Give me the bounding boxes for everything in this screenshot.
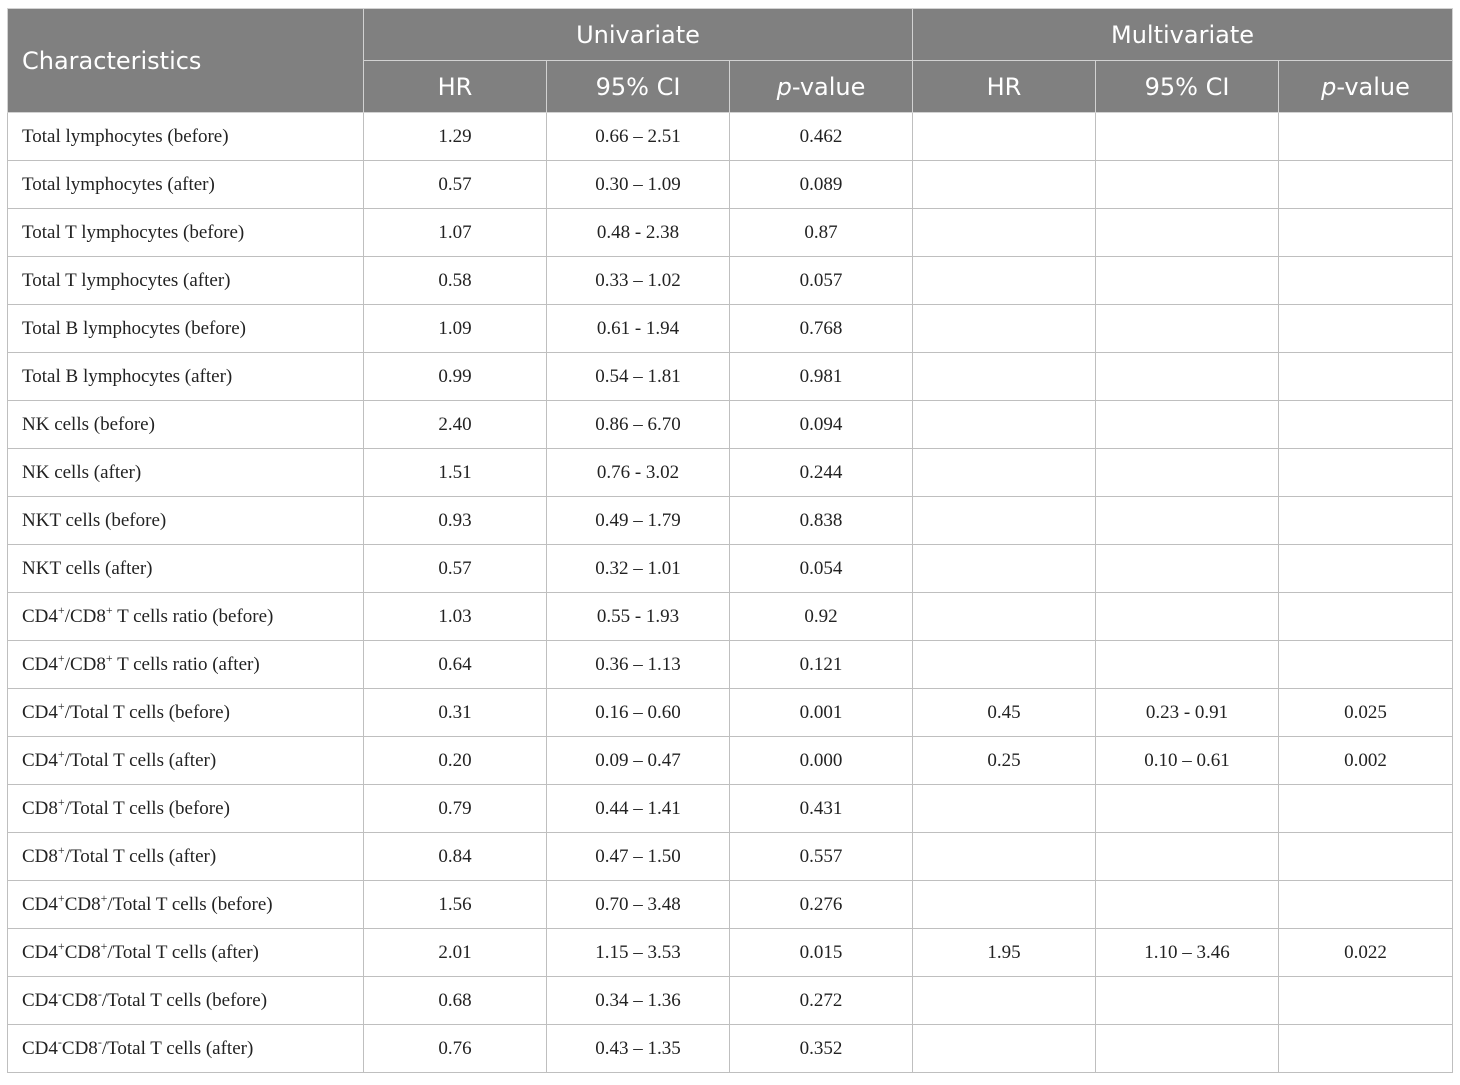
cell-univariate-ci: 0.54 – 1.81 bbox=[547, 353, 730, 401]
header-characteristics: Characteristics bbox=[8, 9, 364, 113]
table-row bbox=[8, 257, 1453, 305]
row-label: CD4+/CD8+ T cells ratio (before) bbox=[8, 593, 364, 641]
cell-multivariate-pvalue bbox=[1279, 113, 1453, 161]
header-multivariate: Multivariate bbox=[913, 9, 1453, 61]
cell-multivariate-ci bbox=[1096, 449, 1279, 497]
row-label: CD4+/CD8+ T cells ratio (after) bbox=[8, 641, 364, 689]
cell-multivariate-ci bbox=[1096, 305, 1279, 353]
cell-univariate-pvalue: 0.92 bbox=[730, 593, 913, 641]
cell-univariate-ci: 0.44 – 1.41 bbox=[547, 785, 730, 833]
cell-multivariate-pvalue bbox=[1279, 785, 1453, 833]
header-univariate: Univariate bbox=[364, 9, 913, 61]
table-row bbox=[8, 785, 1453, 833]
table-row bbox=[8, 449, 1453, 497]
row-label: Total lymphocytes (before) bbox=[8, 113, 364, 161]
cell-univariate-hr: 0.79 bbox=[364, 785, 547, 833]
row-label: NKT cells (before) bbox=[8, 497, 364, 545]
hazard-ratio-table bbox=[7, 8, 1453, 1073]
cell-univariate-hr: 0.58 bbox=[364, 257, 547, 305]
cell-univariate-pvalue: 0.352 bbox=[730, 1025, 913, 1073]
cell-multivariate-pvalue bbox=[1279, 833, 1453, 881]
cell-univariate-pvalue: 0.057 bbox=[730, 257, 913, 305]
cell-univariate-pvalue: 0.121 bbox=[730, 641, 913, 689]
row-label: CD4-CD8-/Total T cells (after) bbox=[8, 1025, 364, 1073]
cell-univariate-pvalue: 0.094 bbox=[730, 401, 913, 449]
cell-univariate-pvalue: 0.87 bbox=[730, 209, 913, 257]
cell-multivariate-hr bbox=[913, 305, 1096, 353]
table-row bbox=[8, 641, 1453, 689]
table-row bbox=[8, 1025, 1453, 1073]
row-label: NKT cells (after) bbox=[8, 545, 364, 593]
cell-multivariate-ci: 1.10 – 3.46 bbox=[1096, 929, 1279, 977]
row-label: CD4+CD8+/Total T cells (before) bbox=[8, 881, 364, 929]
table-row bbox=[8, 737, 1453, 785]
cell-univariate-hr: 0.64 bbox=[364, 641, 547, 689]
cell-multivariate-hr: 0.25 bbox=[913, 737, 1096, 785]
cell-univariate-ci: 0.32 – 1.01 bbox=[547, 545, 730, 593]
cell-multivariate-ci bbox=[1096, 833, 1279, 881]
header-univariate-pvalue: p-value bbox=[730, 61, 913, 113]
row-label: CD8+/Total T cells (after) bbox=[8, 833, 364, 881]
cell-univariate-ci: 0.49 – 1.79 bbox=[547, 497, 730, 545]
cell-univariate-pvalue: 0.244 bbox=[730, 449, 913, 497]
cell-multivariate-hr bbox=[913, 497, 1096, 545]
cell-multivariate-ci bbox=[1096, 113, 1279, 161]
cell-multivariate-pvalue bbox=[1279, 161, 1453, 209]
cell-multivariate-ci bbox=[1096, 209, 1279, 257]
cell-multivariate-ci bbox=[1096, 257, 1279, 305]
cell-multivariate-ci bbox=[1096, 641, 1279, 689]
cell-multivariate-pvalue bbox=[1279, 881, 1453, 929]
cell-multivariate-ci bbox=[1096, 161, 1279, 209]
cell-univariate-ci: 0.86 – 6.70 bbox=[547, 401, 730, 449]
cell-multivariate-pvalue bbox=[1279, 257, 1453, 305]
cell-multivariate-pvalue: 0.002 bbox=[1279, 737, 1453, 785]
cell-univariate-ci: 0.09 – 0.47 bbox=[547, 737, 730, 785]
cell-univariate-hr: 1.29 bbox=[364, 113, 547, 161]
header-multivariate-hr: HR bbox=[913, 61, 1096, 113]
table-row bbox=[8, 929, 1453, 977]
row-label: Total T lymphocytes (before) bbox=[8, 209, 364, 257]
cell-univariate-ci: 0.36 – 1.13 bbox=[547, 641, 730, 689]
cell-univariate-pvalue: 0.054 bbox=[730, 545, 913, 593]
table-row bbox=[8, 353, 1453, 401]
header-multivariate-ci: 95% CI bbox=[1096, 61, 1279, 113]
cell-multivariate-hr bbox=[913, 113, 1096, 161]
cell-univariate-hr: 1.51 bbox=[364, 449, 547, 497]
cell-multivariate-hr bbox=[913, 545, 1096, 593]
cell-univariate-ci: 0.55 - 1.93 bbox=[547, 593, 730, 641]
cell-multivariate-pvalue bbox=[1279, 305, 1453, 353]
row-label: NK cells (after) bbox=[8, 449, 364, 497]
row-label: CD4+/Total T cells (after) bbox=[8, 737, 364, 785]
cell-univariate-ci: 0.30 – 1.09 bbox=[547, 161, 730, 209]
cell-univariate-pvalue: 0.272 bbox=[730, 977, 913, 1025]
cell-univariate-ci: 0.48 - 2.38 bbox=[547, 209, 730, 257]
table-row bbox=[8, 209, 1453, 257]
cell-univariate-ci: 0.61 - 1.94 bbox=[547, 305, 730, 353]
cell-univariate-hr: 0.99 bbox=[364, 353, 547, 401]
row-label: CD4+/Total T cells (before) bbox=[8, 689, 364, 737]
cell-multivariate-ci: 0.10 – 0.61 bbox=[1096, 737, 1279, 785]
table-row bbox=[8, 545, 1453, 593]
cell-multivariate-pvalue bbox=[1279, 1025, 1453, 1073]
cell-multivariate-pvalue bbox=[1279, 353, 1453, 401]
cell-multivariate-pvalue bbox=[1279, 497, 1453, 545]
cell-multivariate-ci bbox=[1096, 353, 1279, 401]
cell-multivariate-hr bbox=[913, 881, 1096, 929]
cell-multivariate-pvalue bbox=[1279, 401, 1453, 449]
cell-univariate-hr: 0.31 bbox=[364, 689, 547, 737]
table-row bbox=[8, 977, 1453, 1025]
cell-multivariate-hr bbox=[913, 161, 1096, 209]
cell-univariate-hr: 0.20 bbox=[364, 737, 547, 785]
cell-multivariate-ci bbox=[1096, 497, 1279, 545]
table-row bbox=[8, 593, 1453, 641]
cell-univariate-hr: 0.76 bbox=[364, 1025, 547, 1073]
row-label: Total B lymphocytes (before) bbox=[8, 305, 364, 353]
cell-multivariate-hr bbox=[913, 641, 1096, 689]
cell-multivariate-pvalue: 0.025 bbox=[1279, 689, 1453, 737]
table-row bbox=[8, 401, 1453, 449]
cell-univariate-ci: 0.43 – 1.35 bbox=[547, 1025, 730, 1073]
cell-univariate-ci: 0.47 – 1.50 bbox=[547, 833, 730, 881]
cell-multivariate-pvalue bbox=[1279, 449, 1453, 497]
cell-multivariate-hr bbox=[913, 209, 1096, 257]
cell-multivariate-ci bbox=[1096, 785, 1279, 833]
cell-univariate-hr: 0.93 bbox=[364, 497, 547, 545]
row-label: Total T lymphocytes (after) bbox=[8, 257, 364, 305]
table-row bbox=[8, 305, 1453, 353]
cell-univariate-pvalue: 0.557 bbox=[730, 833, 913, 881]
cell-univariate-hr: 1.09 bbox=[364, 305, 547, 353]
cell-univariate-pvalue: 0.089 bbox=[730, 161, 913, 209]
cell-multivariate-ci: 0.23 - 0.91 bbox=[1096, 689, 1279, 737]
cell-multivariate-pvalue bbox=[1279, 545, 1453, 593]
cell-univariate-ci: 0.16 – 0.60 bbox=[547, 689, 730, 737]
cell-univariate-pvalue: 0.276 bbox=[730, 881, 913, 929]
table-body bbox=[8, 113, 1453, 1073]
cell-univariate-hr: 1.56 bbox=[364, 881, 547, 929]
row-label: CD4+CD8+/Total T cells (after) bbox=[8, 929, 364, 977]
row-label: Total B lymphocytes (after) bbox=[8, 353, 364, 401]
cell-multivariate-hr bbox=[913, 593, 1096, 641]
header-univariate-hr: HR bbox=[364, 61, 547, 113]
cell-multivariate-ci bbox=[1096, 881, 1279, 929]
cell-univariate-pvalue: 0.768 bbox=[730, 305, 913, 353]
row-label: CD8+/Total T cells (before) bbox=[8, 785, 364, 833]
cell-univariate-hr: 0.84 bbox=[364, 833, 547, 881]
table-row bbox=[8, 161, 1453, 209]
cell-multivariate-hr bbox=[913, 785, 1096, 833]
table-row bbox=[8, 113, 1453, 161]
cell-multivariate-pvalue bbox=[1279, 593, 1453, 641]
cell-univariate-pvalue: 0.462 bbox=[730, 113, 913, 161]
table-row bbox=[8, 881, 1453, 929]
cell-univariate-hr: 0.68 bbox=[364, 977, 547, 1025]
cell-univariate-hr: 1.07 bbox=[364, 209, 547, 257]
cell-univariate-ci: 1.15 – 3.53 bbox=[547, 929, 730, 977]
cell-multivariate-hr bbox=[913, 977, 1096, 1025]
cell-multivariate-hr: 1.95 bbox=[913, 929, 1096, 977]
cell-univariate-hr: 1.03 bbox=[364, 593, 547, 641]
cell-multivariate-hr bbox=[913, 449, 1096, 497]
cell-univariate-hr: 0.57 bbox=[364, 545, 547, 593]
cell-univariate-ci: 0.76 - 3.02 bbox=[547, 449, 730, 497]
cell-univariate-ci: 0.34 – 1.36 bbox=[547, 977, 730, 1025]
cell-univariate-ci: 0.70 – 3.48 bbox=[547, 881, 730, 929]
cell-multivariate-pvalue bbox=[1279, 641, 1453, 689]
cell-multivariate-hr: 0.45 bbox=[913, 689, 1096, 737]
cell-multivariate-ci bbox=[1096, 545, 1279, 593]
row-label: CD4-CD8-/Total T cells (before) bbox=[8, 977, 364, 1025]
cell-univariate-pvalue: 0.838 bbox=[730, 497, 913, 545]
cell-univariate-pvalue: 0.981 bbox=[730, 353, 913, 401]
row-label: NK cells (before) bbox=[8, 401, 364, 449]
row-label: Total lymphocytes (after) bbox=[8, 161, 364, 209]
table-row bbox=[8, 689, 1453, 737]
cell-multivariate-pvalue: 0.022 bbox=[1279, 929, 1453, 977]
cell-multivariate-pvalue bbox=[1279, 977, 1453, 1025]
cell-multivariate-hr bbox=[913, 353, 1096, 401]
header-univariate-ci: 95% CI bbox=[547, 61, 730, 113]
cell-multivariate-hr bbox=[913, 1025, 1096, 1073]
cell-multivariate-ci bbox=[1096, 593, 1279, 641]
cell-univariate-hr: 2.01 bbox=[364, 929, 547, 977]
cell-univariate-pvalue: 0.015 bbox=[730, 929, 913, 977]
cell-univariate-pvalue: 0.000 bbox=[730, 737, 913, 785]
table-row bbox=[8, 497, 1453, 545]
cell-multivariate-ci bbox=[1096, 977, 1279, 1025]
cell-multivariate-hr bbox=[913, 401, 1096, 449]
table-row bbox=[8, 833, 1453, 881]
cell-univariate-hr: 2.40 bbox=[364, 401, 547, 449]
table-header bbox=[8, 9, 1453, 113]
cell-multivariate-hr bbox=[913, 833, 1096, 881]
cell-univariate-ci: 0.66 – 2.51 bbox=[547, 113, 730, 161]
cell-univariate-pvalue: 0.431 bbox=[730, 785, 913, 833]
cell-multivariate-ci bbox=[1096, 401, 1279, 449]
cell-multivariate-pvalue bbox=[1279, 209, 1453, 257]
cell-multivariate-ci bbox=[1096, 1025, 1279, 1073]
cell-univariate-ci: 0.33 – 1.02 bbox=[547, 257, 730, 305]
cell-univariate-pvalue: 0.001 bbox=[730, 689, 913, 737]
header-multivariate-pvalue: p-value bbox=[1279, 61, 1453, 113]
cell-multivariate-hr bbox=[913, 257, 1096, 305]
cell-univariate-hr: 0.57 bbox=[364, 161, 547, 209]
